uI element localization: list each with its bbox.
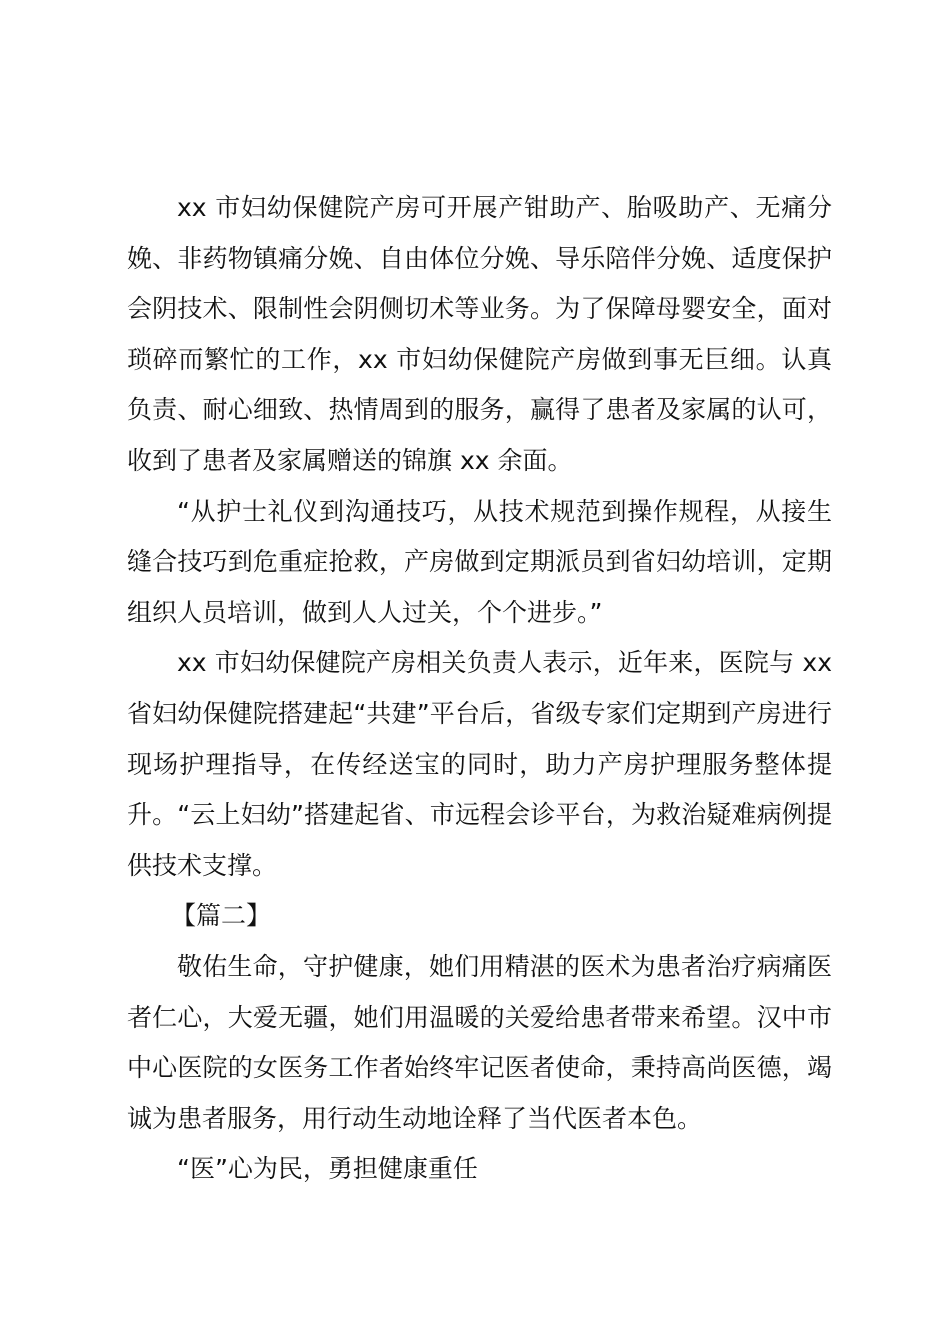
paragraph-cooperation-platform: xx 市妇幼保健院产房相关负责人表示，近年来，医院与 xx 省妇幼保健院搭建起“共建”平台后，省级专家们定期到产房进行现场护理指导，在传经送宝的同时，助力产房护理服务整体提升。“云上妇幼”搭建起省、市远程会诊平台，为救治疑难病例提供技术支撑。 xyxy=(127,648,832,880)
paragraph-medical-workers: 敬佑生命，守护健康，她们用精湛的医术为患者治疗病痛医者仁心，大爱无疆，她们用温暖的关爱给患者带来希望。汉中市中心医院的女医务工作者始终牢记医者使命，秉持高尚医德，竭诚为患者服务，用行动生动地诠释了当代医者本色。 xyxy=(127,951,832,1133)
paragraph-training-quote: “从护士礼仪到沟通技巧，从技术规范到操作规程，从接生缝合技巧到危重症抢救，产房做到定期派员到省妇幼培训，定期组织人员培训，做到人人过关，个个进步。” xyxy=(127,496,832,627)
paragraph-subheading: “医”心为民，勇担健康重任 xyxy=(177,1154,478,1184)
paragraph-delivery-room-services: xx 市妇幼保健院产房可开展产钳助产、胎吸助产、无痛分娩、非药物镇痛分娩、自由体位分娩、导乐陪伴分娩、适度保护会阴技术、限制性会阴侧切术等业务。为了保障母婴安全，面对琐碎而繁忙的工作，xx 市妇幼保健院产房做到事无巨细。认真负责、耐心细致、热情周到的服务，赢得了患者及家属的认可，收到了患者及家属赠送的锦旗 xx 余面。 xyxy=(127,193,832,475)
document-body xyxy=(127,183,832,1195)
section-heading: 【篇二】 xyxy=(171,901,272,931)
